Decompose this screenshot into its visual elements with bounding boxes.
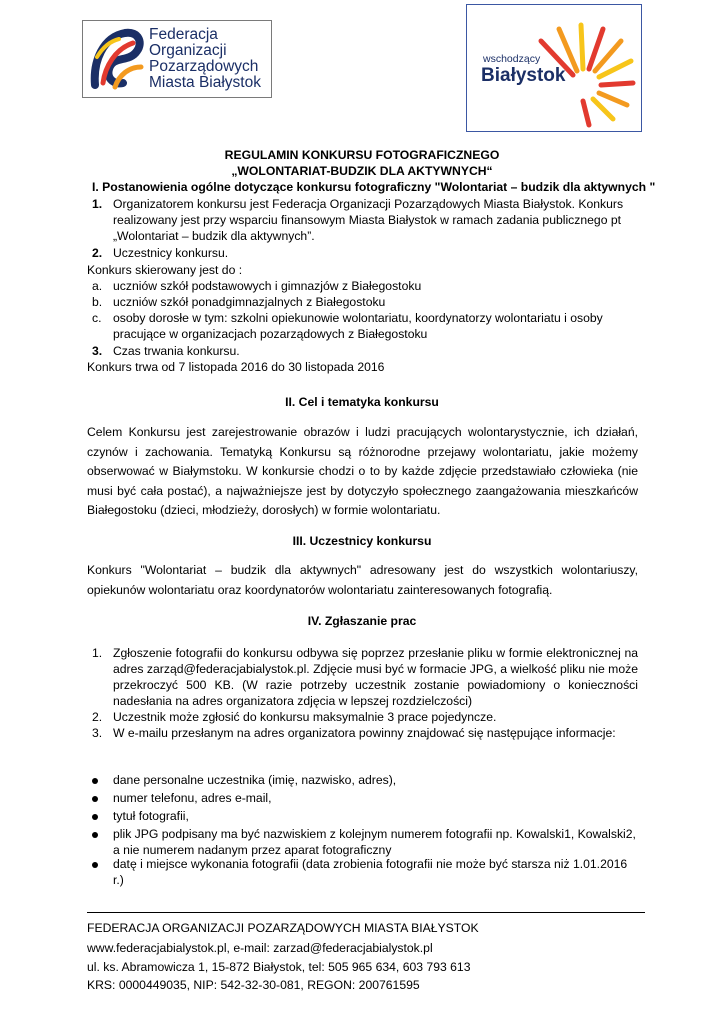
list-item: pracujące w organizacjach pozarządowych z Białegostoku: [113, 327, 428, 341]
paragraph-line: adres zarząd@federacjabialystok.pl. Zdjęcie musi być w formacie JPG, a wielkość pliku nie może: [113, 662, 638, 676]
federacja-logo: [82, 20, 272, 98]
paragraph-line: W e-mailu przesłanym na adres organizatora powinny znajdować się następujące informacje:: [113, 726, 616, 740]
bullet-item: numer telefonu, adres e-mail,: [113, 791, 272, 805]
federacja-emblem-icon: [89, 27, 147, 91]
section-4-heading: IV. Zgłaszanie prac: [307, 614, 417, 628]
paragraph-line: czynów i zachowania. Tematyką Konkursu są różnorodne przejawy wolontariatu, jakie możemy: [87, 445, 638, 459]
paragraph-line: obserwować w Białymstoku. W konkursie chodzi o to by każde zdjęcie przedstawiało człowieka (nie: [87, 464, 638, 478]
bullet-item: dane personalne uczestnika (imię, nazwisko, adres),: [113, 773, 397, 787]
paragraph-line: Zgłoszenie fotografii do konkursu odbywa się poprzez przesłanie pliku w formie elektronicznej na: [113, 646, 638, 660]
bullet-item: a nie numerem nadanym przez aparat fotograficzny: [113, 843, 392, 857]
bialystok-logo-big-text: Białystok: [481, 65, 566, 86]
list-item: uczniów szkół ponadgimnazjalnych z Białegostoku: [113, 295, 386, 309]
list-number: 3.: [92, 344, 103, 358]
paragraph-line: przekroczyć 500 KB. (W razie potrzeby uczestnik zostanie powiadomiony o konieczności: [113, 678, 638, 692]
paragraph-line: nadesłania na adres organizatora zdjęcia w lepszej rozdzielczości): [113, 694, 473, 708]
paragraph-line: Czas trwania konkursu.: [113, 344, 240, 358]
bialystok-logo-small-text: wschodzący: [483, 53, 541, 65]
list-number: 1.: [92, 646, 103, 660]
list-letter: b.: [92, 295, 103, 309]
footer-address: ul. ks. Abramowicza 1, 15-872 Białystok, tel: 505 965 634, 603 793 613: [87, 960, 471, 974]
footer-contact: www.federacjabialystok.pl, e-mail: zarzad@federacjabialystok.pl: [87, 941, 433, 955]
document-title: REGULAMIN KONKURSU FOTOGRAFICZNEGO: [224, 148, 500, 162]
paragraph-line: Konkurs skierowany jest do :: [87, 263, 243, 277]
bialystok-logo: [466, 4, 642, 132]
paragraph-line: Białegostoku (dzieci, młodzieży, dorosłych) w formie wolontariatu.: [87, 503, 441, 517]
paragraph-line: musi być cała postać), a najważniejsze jest by dotyczyło społecznego zaangażowania mieszkańców: [87, 484, 638, 498]
section-2-heading: II. Cel i tematyka konkursu: [285, 395, 439, 409]
paragraph-line: Konkurs trwa od 7 listopada 2016 do 30 listopada 2016: [87, 360, 385, 374]
federacja-logo-text: Federacja Organizacji Pozarządowych Miasta Białystok: [149, 26, 261, 91]
bullet-icon: [92, 814, 98, 820]
paragraph-line: Organizatorem konkursu jest Federacja Organizacji Pozarządowych Miasta Białystok. Konkurs: [113, 197, 624, 211]
footer-org: FEDERACJA ORGANIZACJI POZARZĄDOWYCH MIASTA BIAŁYSTOK: [87, 921, 479, 935]
list-number: 1.: [92, 197, 103, 211]
document-subtitle: „WOLONTARIAT-BUDZIK DLA AKTYWNYCH“: [231, 164, 493, 178]
list-letter: c.: [92, 311, 102, 325]
list-item: osoby dorosłe w tym: szkolni opiekunowie wolontariatu, koordynatorzy wolontariatu i osoby: [113, 311, 603, 325]
paragraph-line: Celem Konkursu jest zarejestrowanie obrazów i ludzi pracujących wolontarystycznie, ich działań,: [87, 425, 638, 439]
paragraph-line: opiekunów wolontariatu oraz koordynatorów wolontariatu zainteresowanych fotografią.: [87, 583, 553, 597]
bullet-item: plik JPG podpisany ma być nazwiskiem z kolejnym numerem fotografii np. Kowalski1, Kowalski2,: [113, 827, 636, 841]
list-number: 2.: [92, 246, 103, 260]
paragraph-line: Konkurs "Wolontariat – budzik dla aktywnych" adresowany jest do wszystkich wolontariuszy,: [87, 563, 638, 577]
bullet-item: datę i miejsce wykonania fotografii (data zrobienia fotografii nie może być starsza niż 1.01.2016: [113, 857, 628, 871]
list-letter: a.: [92, 279, 103, 293]
footer-divider: [87, 912, 645, 913]
list-item: uczniów szkół podstawowych i gimnazjów z Białegostoku: [113, 279, 422, 293]
paragraph-line: Uczestnik może zgłosić do konkursu maksymalnie 3 prace pojedyncze.: [113, 710, 497, 724]
list-number: 3.: [92, 726, 103, 740]
bullet-item: tytuł fotografii,: [113, 809, 189, 823]
bullet-icon: [92, 832, 98, 838]
paragraph-line: realizowany jest przy wsparciu finansowym Miasta Białystok w ramach zadania publicznego pt: [113, 213, 622, 227]
bullet-icon: [92, 778, 98, 784]
footer-ids: KRS: 0000449035, NIP: 542-32-30-081, REGON: 200761595: [87, 978, 420, 992]
bullet-item: r.): [113, 873, 124, 887]
bullet-icon: [92, 796, 98, 802]
bullet-icon: [92, 862, 98, 868]
list-number: 2.: [92, 710, 103, 724]
section-3-heading: III. Uczestnicy konkursu: [292, 534, 432, 548]
section-1-heading: I. Postanowienia ogólne dotyczące konkursu fotograficzny "Wolontariat – budzik dla aktywnych ": [92, 180, 656, 194]
paragraph-line: „Wolontariat – budzik dla aktywnych”.: [113, 229, 315, 243]
paragraph-line: Uczestnicy konkursu.: [113, 246, 229, 260]
